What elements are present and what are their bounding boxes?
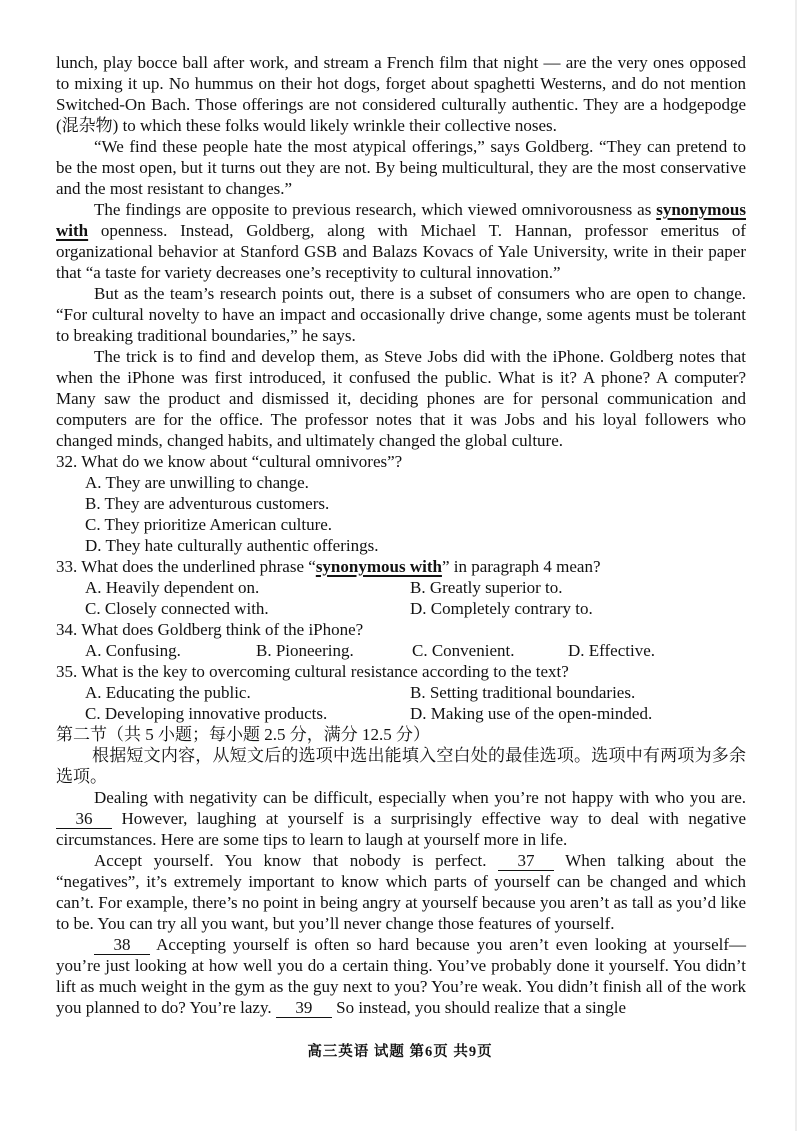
passage2-paragraph-1 xyxy=(56,787,746,850)
passage1-paragraph-3 xyxy=(56,199,746,283)
question-32 xyxy=(56,451,746,556)
blank-39: 39 xyxy=(276,999,332,1018)
question-33-option-b: B. Greatly superior to. xyxy=(410,578,563,597)
passage2-paragraph-3 xyxy=(56,934,746,1018)
question-34-option-b: B. Pioneering. xyxy=(256,641,354,660)
question-33-option-c: C. Closely connected with. xyxy=(85,599,269,618)
underlined-phrase: synonymous with xyxy=(315,557,442,576)
text-segment: Dealing with negativity can be difficult, especially when you’re not happy with who you are. xyxy=(94,788,746,807)
text-segment: However, laughing at yourself is a surprisingly effective way to deal with negative circumstances. Here are some tips to learn to laugh at yourself more in life. xyxy=(56,809,746,849)
passage1-paragraph-4 xyxy=(56,283,746,346)
text-segment: lunch, play bocce ball after work, and stream a French film that night — are the very ones opposed to mixing it up. No hummus on their hot dogs, forget about spaghetti Westerns, and do not mention Switched-On Bach. Those offerings are not considered culturally authentic. They are a hodgepodge (混杂物) to which these folks would likely wrinkle their collective noses. xyxy=(56,53,746,135)
question-33-option-d: D. Completely contrary to. xyxy=(410,599,593,618)
question-32-option-b: B. They are adventurous customers. xyxy=(85,494,330,513)
question-32-option-a: A. They are unwilling to change. xyxy=(85,473,309,492)
question-34-option-d: D. Effective. xyxy=(568,641,656,660)
blank-37: 37 xyxy=(498,852,554,871)
question-34-options xyxy=(85,640,746,661)
question-32-stem: 32. What do we know about “cultural omnivores”? xyxy=(56,452,403,471)
text-segment: ” in paragraph 4 mean? xyxy=(441,557,601,576)
question-32-option-d: D. They hate culturally authentic offerings. xyxy=(85,536,379,555)
section2-instruction: 根据短文内容，从短文后的选项中选出能填入空白处的最佳选项。选项中有两项为多余选项。 xyxy=(56,746,746,786)
question-35-option-c: C. Developing innovative products. xyxy=(85,704,328,723)
text-segment: Accept yourself. You know that nobody is perfect. xyxy=(94,851,498,870)
question-33-stem xyxy=(56,556,746,577)
page-content xyxy=(56,52,746,1018)
text-segment: openness. Instead, Goldberg, along with Michael T. Hannan, professor emeritus of organizational behavior at Stanford GSB and Balazs Kovacs of Yale University, write in their paper that “a taste for variety decreases one’s receptivity to cultural innovation.” xyxy=(56,221,746,282)
passage1-paragraph-1 xyxy=(56,52,746,136)
blank-36: 36 xyxy=(56,810,112,829)
question-35-stem: 35. What is the key to overcoming cultural resistance according to the text? xyxy=(56,662,569,681)
question-35-option-d: D. Making use of the open-minded. xyxy=(410,704,653,723)
blank-38: 38 xyxy=(94,936,150,955)
passage2-paragraph-2 xyxy=(56,850,746,934)
underlined-phrase: synonymous with xyxy=(56,200,746,240)
page-footer: 高三英语 试题 第6页 共9页 xyxy=(307,1044,493,1060)
text-segment: Accepting yourself is often so hard because you aren’t even looking at yourself—you’re just looking at how well you do a certain thing. You’ve probably done it yourself. You didn’t lift as much weight in the gym as the guy next to you? You’re weak. You didn’t finish all of the work you planned to do? You’re lazy. xyxy=(56,935,746,1017)
text-segment: So instead, you should realize that a single xyxy=(331,998,626,1017)
text-segment: When talking about the “negatives”, it’s extremely important to know which parts of yourself can be changed and which can’t. For example, there’s no point in being angry at yourself because you aren’t as tall as you’d like to be. You can try all you want, but you’ll never change those features of yourself. xyxy=(56,851,746,933)
section2-heading: 第二节（共 5 小题；每小题 2.5 分，满分 12.5 分） xyxy=(56,725,430,744)
passage1-paragraph-5 xyxy=(56,346,746,451)
question-35-option-a: A. Educating the public. xyxy=(85,683,251,702)
question-34 xyxy=(56,619,746,661)
text-segment: But as the team’s research points out, there is a subset of consumers who are open to change. “For cultural novelty to have an impact and occasionally drive change, some agents must be tolerant to breaking traditional boundaries,” he says. xyxy=(56,284,746,345)
question-34-option-a: A. Confusing. xyxy=(85,641,181,660)
question-33-options xyxy=(85,577,746,619)
question-35 xyxy=(56,661,746,724)
question-35-options xyxy=(85,682,746,724)
question-34-stem: 34. What does Goldberg think of the iPhone? xyxy=(56,620,364,639)
scan-artifact-line xyxy=(795,0,797,1131)
question-33-option-a: A. Heavily dependent on. xyxy=(85,578,260,597)
question-34-option-c: C. Convenient. xyxy=(412,641,515,660)
text-segment: The trick is to find and develop them, as Steve Jobs did with the iPhone. Goldberg notes that when the iPhone was first introduced, it confused the public. What is it? A phone? A computer? Many saw the product and dismissed it, deciding phones are for personal communication and computers are for the office. The professor notes that it was Jobs and his loyal followers who changed minds, changed habits, and ultimately changed the global culture. xyxy=(56,347,746,450)
text-segment: “We find these people hate the most atypical offerings,” says Goldberg. “They can pretend to be the most open, but it turns out they are not. By being multicultural, they are the most conservative and the most resistant to changes.” xyxy=(56,137,746,198)
question-32-options xyxy=(85,472,746,556)
text-segment: 33. What does the underlined phrase “ xyxy=(56,557,316,576)
passage1-paragraph-2 xyxy=(56,136,746,199)
question-35-option-b: B. Setting traditional boundaries. xyxy=(410,683,636,702)
question-33 xyxy=(56,556,746,619)
question-32-option-c: C. They prioritize American culture. xyxy=(85,515,333,534)
text-segment: The findings are opposite to previous research, which viewed omnivorousness as xyxy=(94,200,657,219)
